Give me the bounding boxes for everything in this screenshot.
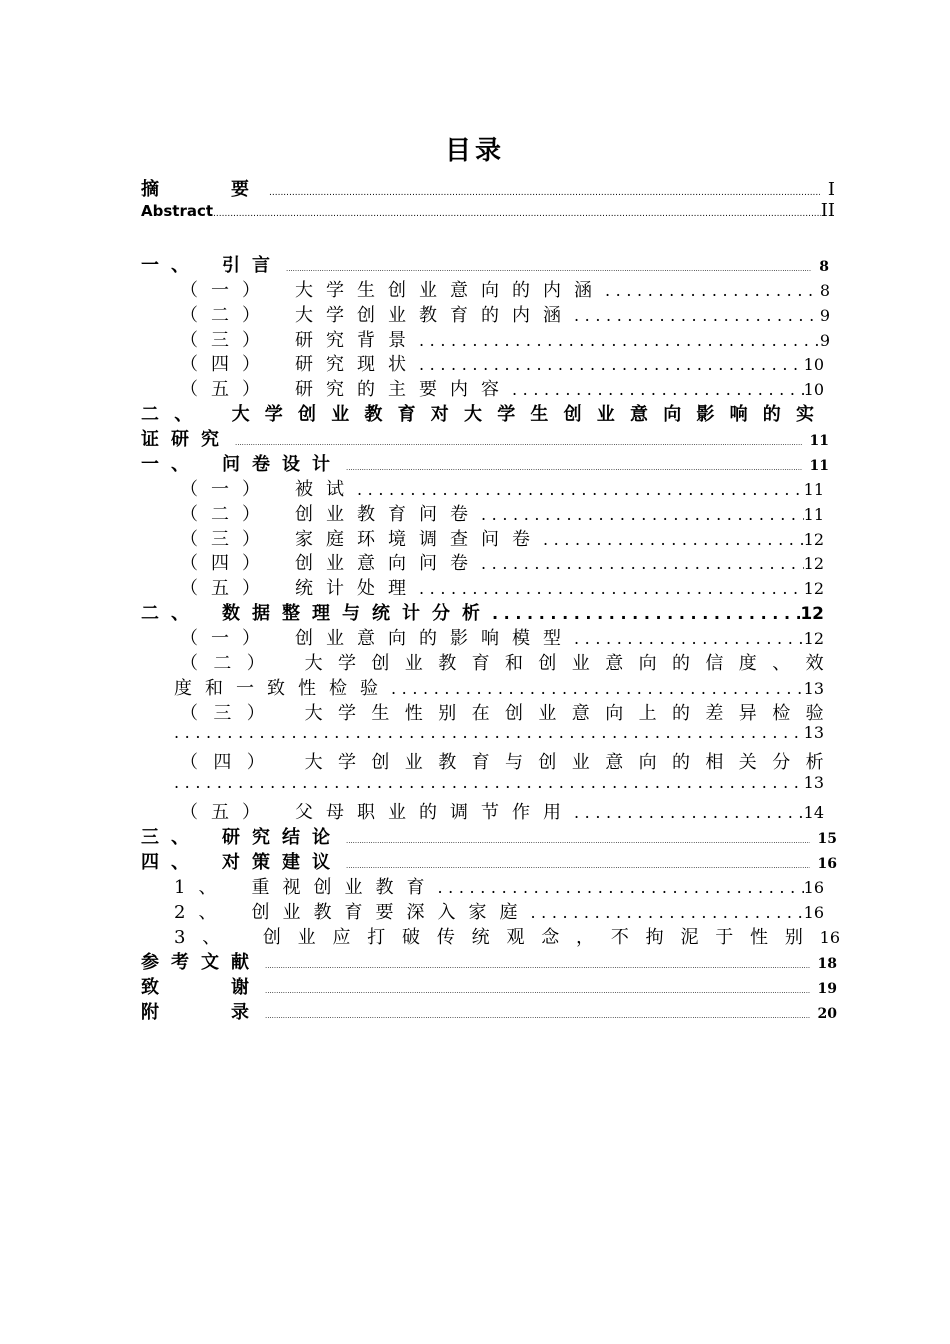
toc-entry-page: 16: [819, 928, 841, 947]
toc-entry-label: 三、 研究结论: [141, 827, 342, 848]
toc-entry-label: （二） 大学创业教育和创业意向的信度、效: [180, 653, 839, 674]
toc-leader-dots: [481, 505, 804, 524]
toc-entry-page: 10: [803, 355, 824, 374]
toc-entry-label: Abstract: [141, 202, 214, 220]
toc-entry-page: 16: [817, 856, 837, 872]
toc-entry-page: 15: [817, 831, 837, 847]
toc-entry-page: 8: [819, 281, 830, 300]
toc-leader-dots: [265, 987, 810, 995]
toc-entry-label: 致 谢: [141, 977, 261, 998]
toc-entry-page: 20: [817, 1006, 837, 1022]
toc-entry[interactable]: [180, 301, 830, 325]
toc-leader-dots: [346, 862, 810, 870]
toc-entry-label: （三） 家庭环境调查问卷: [180, 529, 543, 550]
toc-entry-page: 11: [803, 480, 824, 499]
toc-entry-page: 13: [803, 773, 824, 792]
toc-entry[interactable]: [141, 973, 837, 997]
toc-entry-label: （四） 大学创业教育与创业意向的相关分析: [180, 752, 839, 773]
toc-entry-abstract-cn[interactable]: [141, 175, 835, 199]
toc-title: 目录: [444, 136, 505, 166]
toc-entry-page: 12: [803, 579, 824, 598]
toc-entry-page: 12: [803, 629, 824, 648]
toc-entry[interactable]: [180, 574, 824, 598]
toc-leader-dots: [605, 281, 820, 300]
toc-entry-label: 2、 创业教育要深入家庭: [174, 902, 531, 923]
toc-leader-dots: [530, 903, 803, 922]
toc-leader-dots: [419, 579, 804, 598]
toc-entry-label: （五） 父母职业的调节作用: [180, 802, 574, 823]
toc-entry-label: （三） 大学生性别在创业意向上的差异检验: [180, 703, 839, 724]
toc-leader-dots: [213, 209, 821, 219]
toc-leader-dots: [174, 723, 804, 742]
toc-entry-label: （一） 被试: [180, 479, 357, 500]
toc-entry[interactable]: [174, 923, 841, 948]
toc-entry-label: 参考文献: [141, 952, 261, 973]
toc-entry-page: II: [820, 200, 835, 221]
toc-entry-page: 12: [803, 530, 824, 549]
toc-leader-dots: [346, 464, 802, 472]
toc-entry-page: 16: [803, 903, 824, 922]
toc-entry-page: 12: [803, 554, 824, 573]
toc-entry-wrapped-line1[interactable]: [141, 400, 830, 425]
toc-entry-label: 二、 数据整理与统计分析: [141, 603, 492, 624]
toc-entry-label: 四、 对策建议: [141, 852, 342, 873]
toc-leader-dots: [265, 962, 810, 970]
toc-entry-label: 附 录: [141, 1002, 261, 1023]
toc-leader-dots: [481, 554, 804, 573]
toc-entry-page: 19: [817, 981, 837, 997]
toc-leader-dots: [269, 188, 820, 198]
toc-entry-page: 13: [803, 723, 824, 742]
toc-leader-dots: [512, 380, 804, 399]
toc-entry[interactable]: [141, 948, 837, 972]
toc-entry[interactable]: [180, 525, 824, 549]
toc-entry-label: （五） 研究的主要内容: [180, 379, 512, 400]
toc-entry[interactable]: [141, 599, 824, 623]
toc-entry[interactable]: [174, 723, 824, 747]
toc-entry[interactable]: [180, 475, 824, 499]
toc-entry-page: 11: [803, 505, 824, 524]
toc-entry-label: （四） 创业意向问卷: [180, 553, 481, 574]
toc-leader-dots: [492, 604, 800, 623]
toc-entry[interactable]: [141, 425, 829, 449]
toc-entry[interactable]: [180, 500, 824, 524]
toc-entry-page: 12: [800, 604, 824, 624]
toc-entry[interactable]: [141, 848, 837, 872]
toc-leader-dots: [286, 265, 811, 273]
toc-leader-dots: [574, 629, 804, 648]
toc-entry-page: 18: [817, 956, 837, 972]
toc-entry-page: 9: [819, 306, 830, 325]
toc-leader-dots: [574, 803, 804, 822]
toc-entry[interactable]: [180, 549, 824, 573]
toc-entry-label: 度和一致性检验: [174, 678, 391, 699]
toc-entry[interactable]: [174, 773, 824, 797]
toc-entry-label: （二） 创业教育问卷: [180, 504, 481, 525]
toc-leader-dots: [391, 679, 804, 698]
toc-entry-label: 摘 要: [141, 179, 261, 200]
toc-entry-label: （三） 研究背景: [180, 330, 419, 351]
toc-entry-label: （一） 大学生创业意向的内涵: [180, 280, 605, 301]
toc-entry-label: 二、 大学创业教育对大学生创业意向影响的实: [141, 404, 830, 425]
toc-entry[interactable]: [180, 798, 824, 822]
toc-entry-label: （二） 大学创业教育的内涵: [180, 305, 574, 326]
toc-entry[interactable]: [141, 450, 829, 474]
toc-leader-dots: [346, 837, 810, 845]
toc-entry-page: 11: [809, 458, 829, 474]
toc-leader-dots: [357, 480, 804, 499]
toc-entry-page: 10: [803, 380, 824, 399]
toc-entry-page: I: [827, 179, 835, 200]
toc-leader-dots: [543, 530, 804, 549]
toc-leader-dots: [574, 306, 820, 325]
toc-entry[interactable]: [180, 326, 830, 350]
toc-entry-label: 一、 引言: [141, 255, 282, 276]
toc-entry[interactable]: [180, 624, 824, 648]
toc-entry[interactable]: [141, 823, 837, 847]
toc-entry-page: 11: [809, 433, 829, 449]
toc-entry-page: 16: [803, 878, 824, 897]
toc-entry-label: 证研究: [141, 429, 231, 450]
toc-entry[interactable]: [141, 251, 829, 275]
toc-entry-label: 一、 问卷设计: [141, 454, 342, 475]
toc-entry-label: （四） 研究现状: [180, 354, 419, 375]
toc-entry-label: 3、 创业应打破传统观念，不拘泥于性别: [174, 927, 820, 948]
toc-entry[interactable]: [174, 674, 824, 698]
toc-entry-wrapped-line1[interactable]: [180, 649, 839, 674]
toc-entry[interactable]: [180, 375, 824, 399]
toc-entry[interactable]: [180, 350, 824, 374]
toc-leader-dots: [174, 773, 804, 792]
toc-entry-page: 13: [803, 679, 824, 698]
toc-leader-dots: [265, 1012, 810, 1020]
toc-entry[interactable]: [174, 898, 824, 922]
toc-entry-wrapped-line1[interactable]: [180, 699, 839, 724]
toc-entry-abstract-en[interactable]: [141, 200, 835, 224]
toc-entry-page: 9: [819, 331, 830, 350]
toc-entry-page: 8: [819, 259, 829, 275]
toc-entry-label: （一） 创业意向的影响模型: [180, 628, 574, 649]
toc-leader-dots: [235, 439, 802, 447]
toc-entry-wrapped-line1[interactable]: [180, 748, 839, 773]
toc-entry[interactable]: [174, 873, 824, 897]
toc-entry[interactable]: [141, 998, 837, 1022]
toc-leader-dots: [419, 355, 804, 374]
toc-entry-label: （五） 统计处理: [180, 578, 419, 599]
toc-entry-page: 14: [803, 803, 824, 822]
toc-leader-dots: [437, 878, 803, 897]
toc-entry-label: 1、 重视创业教育: [174, 877, 438, 898]
toc-leader-dots: [419, 331, 820, 350]
toc-entry[interactable]: [180, 276, 830, 300]
